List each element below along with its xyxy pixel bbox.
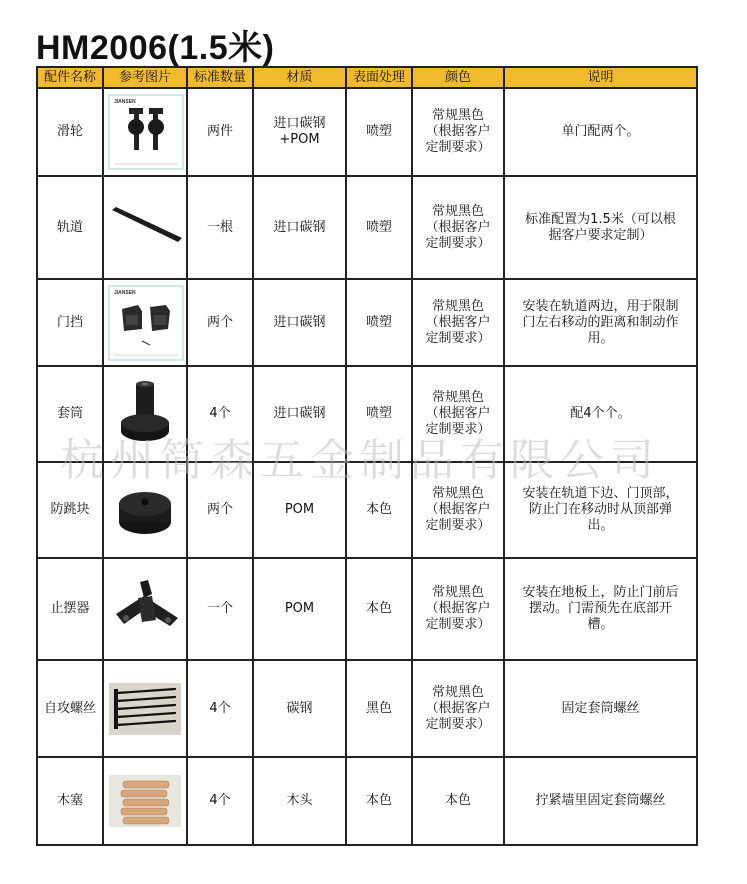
part-image — [103, 88, 187, 176]
part-note: 安装在轨道两边，用于限制 门左右移动的距离和制动作 用。 — [504, 279, 697, 366]
col-header-color: 颜色 — [412, 67, 504, 88]
part-qty: 4个 — [187, 660, 253, 757]
col-header-finish: 表面处理 — [346, 67, 412, 88]
part-material: 进口碳钢 +POM — [253, 88, 346, 176]
track-rail-icon — [108, 198, 184, 258]
part-finish: 本色 — [346, 558, 412, 660]
part-image — [103, 462, 187, 558]
part-image — [103, 279, 187, 366]
part-finish: 喷塑 — [346, 366, 412, 462]
col-header-material: 材质 — [253, 67, 346, 88]
roller-pair-icon — [108, 94, 184, 170]
part-material: 进口碳钢 — [253, 279, 346, 366]
part-qty: 4个 — [187, 366, 253, 462]
part-image — [103, 558, 187, 660]
part-name: 木塞 — [37, 757, 103, 845]
part-note: 安装在轨道下边、门顶部， 防止门在移动时从顶部弹 出。 — [504, 462, 697, 558]
part-color: 常规黑色 （根据客户 定制要求） — [412, 176, 504, 279]
sleeve-icon — [110, 377, 180, 451]
part-color: 本色 — [412, 757, 504, 845]
part-finish: 喷塑 — [346, 279, 412, 366]
part-material: 碳钢 — [253, 660, 346, 757]
col-header-qty: 标准数量 — [187, 67, 253, 88]
part-color: 常规黑色 （根据客户 定制要求） — [412, 558, 504, 660]
brand-mark: JIANSEN — [114, 99, 136, 105]
part-name: 轨道 — [37, 176, 103, 279]
part-name: 滑轮 — [37, 88, 103, 176]
table-row — [37, 279, 697, 366]
part-color: 常规黑色 （根据客户 定制要求） — [412, 88, 504, 176]
part-finish: 本色 — [346, 757, 412, 845]
col-header-note: 说明 — [504, 67, 697, 88]
part-qty: 一根 — [187, 176, 253, 279]
part-image — [103, 176, 187, 279]
page-title: HM2006(1.5米) — [36, 29, 275, 67]
part-finish: 喷塑 — [346, 176, 412, 279]
part-qty: 一个 — [187, 558, 253, 660]
part-name: 门挡 — [37, 279, 103, 366]
watermark: 杭州简森五金制品有限公司 — [60, 435, 660, 486]
part-image — [103, 660, 187, 757]
part-material: POM — [253, 558, 346, 660]
anti-jump-block-icon — [109, 478, 181, 542]
table-row — [37, 462, 697, 558]
part-color: 常规黑色 （根据客户 定制要求） — [412, 660, 504, 757]
part-note: 安装在地板上，防止门前后 摆动。门需预先在底部开 槽。 — [504, 558, 697, 660]
part-qty: 两件 — [187, 88, 253, 176]
part-image — [103, 757, 187, 845]
table-row — [37, 88, 697, 176]
door-stop-icon — [108, 285, 184, 361]
part-color: 常规黑色 （根据客户 定制要求） — [412, 279, 504, 366]
part-name: 套筒 — [37, 366, 103, 462]
wood-plugs-icon — [109, 775, 181, 827]
part-note: 单门配两个。 — [504, 88, 697, 176]
part-qty: 4个 — [187, 757, 253, 845]
spec-table — [36, 66, 698, 846]
part-finish: 本色 — [346, 462, 412, 558]
part-finish: 喷塑 — [346, 88, 412, 176]
part-name: 止摆器 — [37, 558, 103, 660]
part-image — [103, 366, 187, 462]
part-finish: 黑色 — [346, 660, 412, 757]
floor-guide-icon — [108, 574, 184, 644]
screws-icon — [109, 683, 181, 735]
part-note: 标准配置为1.5米（可以根 据客户要求定制） — [504, 176, 697, 279]
part-note: 配4个个。 — [504, 366, 697, 462]
table-header-row — [37, 67, 697, 88]
part-qty: 两个 — [187, 279, 253, 366]
part-material: 木头 — [253, 757, 346, 845]
col-header-image: 参考图片 — [103, 67, 187, 88]
part-color: 常规黑色 （根据客户 定制要求） — [412, 462, 504, 558]
table-row — [37, 757, 697, 845]
part-material: 进口碳钢 — [253, 366, 346, 462]
part-material: 进口碳钢 — [253, 176, 346, 279]
table-row — [37, 176, 697, 279]
part-note: 拧紧墙里固定套筒螺丝 — [504, 757, 697, 845]
part-name: 防跳块 — [37, 462, 103, 558]
part-material: POM — [253, 462, 346, 558]
part-qty: 两个 — [187, 462, 253, 558]
part-color: 常规黑色 （根据客户 定制要求） — [412, 366, 504, 462]
table-row — [37, 660, 697, 757]
part-note: 固定套筒螺丝 — [504, 660, 697, 757]
brand-mark: JIANSEN — [114, 289, 136, 296]
table-row — [37, 558, 697, 660]
table-row — [37, 366, 697, 462]
col-header-name: 配件名称 — [37, 67, 103, 88]
part-name: 自攻螺丝 — [37, 660, 103, 757]
